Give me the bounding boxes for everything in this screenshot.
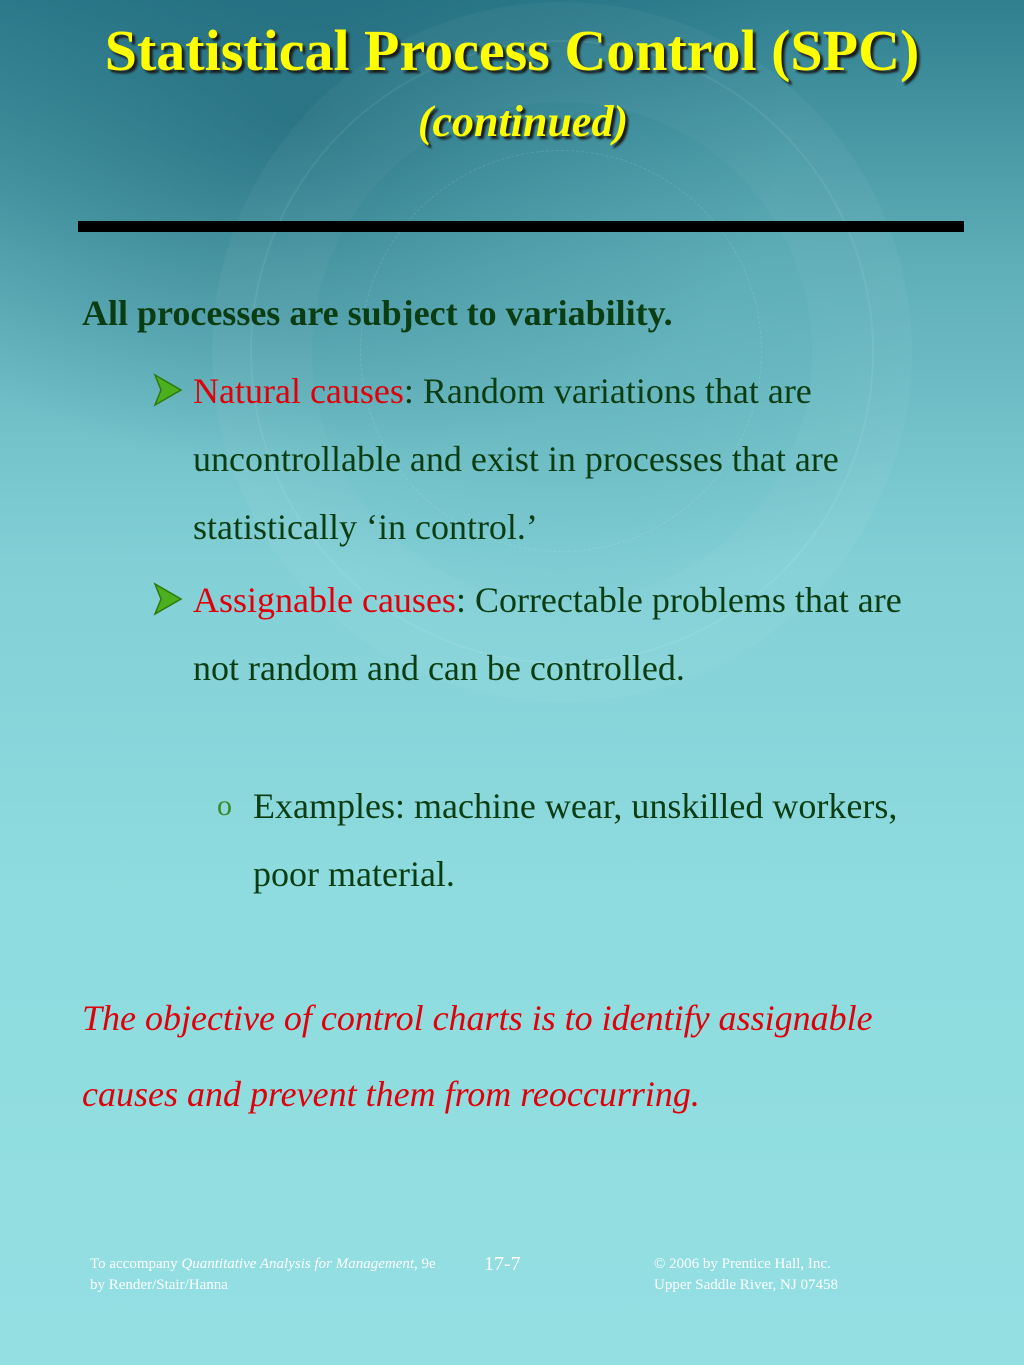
circle-bullet-icon: o xyxy=(217,789,232,822)
page-number: 17-7 xyxy=(484,1253,521,1275)
footer-prefix: To accompany xyxy=(90,1256,182,1272)
title-main: Statistical Process Control (SPC) xyxy=(104,18,920,83)
slide-title xyxy=(0,18,1024,155)
sub-bullet-examples xyxy=(217,772,953,908)
copyright-line: © 2006 by Prentice Hall, Inc. xyxy=(654,1256,831,1272)
publisher-address: Upper Saddle River, NJ 07458 xyxy=(654,1277,838,1293)
objective-statement: The objective of control charts is to identify assignable causes and prevent them from reoccurring. xyxy=(82,998,873,1114)
sub-bullet-text: Examples: machine wear, unskilled workers, poor material. xyxy=(253,786,898,894)
footer-citation xyxy=(90,1254,436,1296)
footer-book-title: Quantitative Analysis for Management, xyxy=(181,1256,418,1272)
footer-copyright xyxy=(654,1254,838,1296)
title-divider xyxy=(78,221,964,232)
title-continued: (continued) xyxy=(417,97,629,146)
lead-statement: All processes are subject to variability. xyxy=(82,293,673,333)
footer-authors: by Render/Stair/Hanna xyxy=(90,1277,228,1293)
bullet-text: : Correctable problems that are not random and can be controlled. xyxy=(193,580,902,688)
bullet-text: : Random variations that are uncontrollable and exist in processes that are statistically ‘in control.’ xyxy=(193,371,839,547)
bullet-term: Natural causes xyxy=(193,371,404,411)
bullet-assignable-causes xyxy=(193,566,953,702)
bullet-natural-causes xyxy=(193,357,953,561)
arrow-bullet-icon xyxy=(153,582,183,616)
bullet-term: Assignable causes xyxy=(193,580,456,620)
footer-edition: 9e xyxy=(417,1256,436,1272)
arrow-bullet-icon xyxy=(153,373,183,407)
